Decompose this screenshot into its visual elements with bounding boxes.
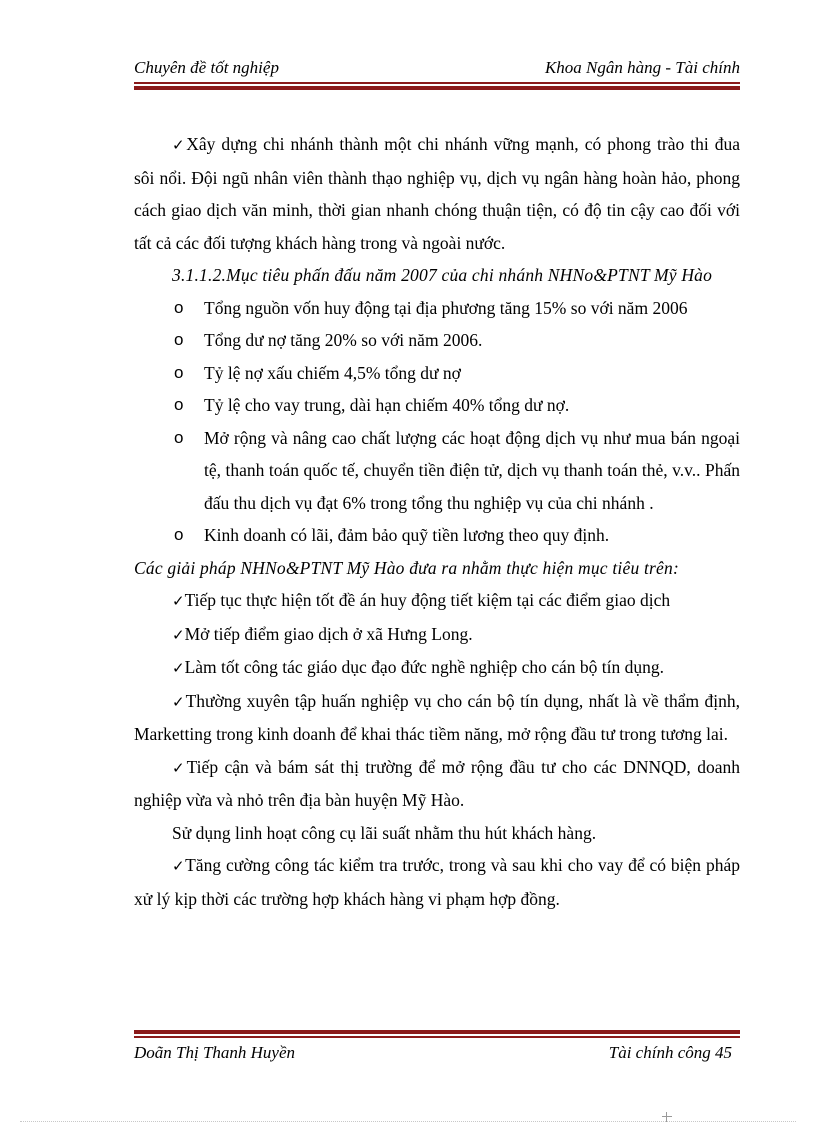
footer-rule-thick [134, 1030, 740, 1034]
targets-list [134, 292, 740, 552]
check-icon: ✓ [172, 592, 185, 610]
footer-rule-thin [134, 1036, 740, 1038]
solution-item: ✓Tăng cường công tác kiểm tra trước, trong và sau khi cho vay để có biện pháp xử lý kịp thời các trường hợp khách hàng vi phạm hợp đồng. [134, 855, 740, 909]
check-icon: ✓ [172, 136, 187, 154]
paragraph-vision: ✓Xây dựng chi nhánh thành một chi nhánh vững mạnh, có phong trào thi đua sôi nổi. Đội ngũ nhân viên thành thạo nghiệp vụ, dịch vụ ngân hàng hoàn hảo, phong cách giao dịch văn minh, thời gian nhanh chóng thuận tiện, có độ tin cậy cao đối với tất cả các đối tượng khách hàng trong và ngoài nước. [134, 134, 740, 253]
document-body [134, 128, 740, 915]
list-item: o Tỷ lệ nợ xấu chiếm 4,5% tổng dư nợ [134, 357, 740, 390]
solution-item: ✓Tiếp tục thực hiện tốt đề án huy động tiết kiệm tại các điểm giao dịch [172, 590, 671, 610]
circle-bullet-icon: o [174, 395, 184, 414]
solutions-heading: Các giải pháp NHNo&PTNT Mỹ Hào đưa ra nhằm thực hiện mục tiêu trên: [134, 557, 679, 578]
circle-bullet-icon: o [174, 525, 184, 544]
list-item: o Tổng nguồn vốn huy động tại địa phương tăng 15% so với năm 2006 [134, 292, 740, 325]
circle-bullet-icon: o [174, 330, 184, 349]
footer-course: Tài chính công 45 [608, 1043, 732, 1062]
footer-author: Doãn Thị Thanh Huyền [134, 1043, 296, 1062]
check-icon: ✓ [172, 692, 186, 711]
check-icon: ✓ [172, 758, 187, 777]
check-icon: ✓ [172, 625, 185, 644]
solution-item: ✓Thường xuyên tập huấn nghiệp vụ cho cán bộ tín dụng, nhất là về thẩm định, Marketting trong kinh doanh để khai thác tiềm năng, mở rộng đầu tư trong tương lai. [134, 690, 740, 744]
solution-item: ✓Mở tiếp điểm giao dịch ở xã Hưng Long. [172, 623, 473, 644]
header-rule-thin [134, 82, 740, 84]
circle-bullet-icon: o [174, 362, 184, 382]
list-item: o Mở rộng và nâng cao chất lượng các hoạt động dịch vụ như mua bán ngoại tệ, thanh toán quốc tế, chuyển tiền điện tử, dịch vụ thanh toán thẻ, v.v.. Phấn đấu thu dịch vụ đạt 6% trong tổng thu nghiệp vụ của chi nhánh . [134, 422, 740, 520]
solution-item: ✓Làm tốt công tác giáo dục đạo đức nghề nghiệp cho cán bộ tín dụng. [172, 657, 664, 677]
circle-bullet-icon: o [174, 297, 184, 317]
page-bottom-dotted-border [20, 1121, 796, 1122]
page-footer [134, 1041, 740, 1065]
solution-item: Sử dụng linh hoạt công cụ lãi suất nhằm thu hút khách hàng. [172, 822, 597, 843]
header-right-title: Khoa Ngân hàng - Tài chính [544, 58, 740, 77]
solution-item: ✓Tiếp cận và bám sát thị trường để mở rộng đầu tư cho các DNNQD, doanh nghiệp vừa và nhỏ trên địa bàn huyện Mỹ Hào. [134, 756, 740, 810]
header-left-title: Chuyên đề tốt nghiệp [134, 58, 279, 77]
section-heading: 3.1.1.2.Mục tiêu phấn đấu năm 2007 của chi nhánh NHNo&PTNT Mỹ Hào [172, 265, 713, 285]
page-header [134, 56, 740, 80]
header-rule-thick [134, 86, 740, 90]
crop-mark-icon [662, 1112, 672, 1122]
circle-bullet-icon: o [174, 427, 184, 447]
list-item: o Tỷ lệ cho vay trung, dài hạn chiếm 40% tổng dư nợ. [134, 389, 740, 422]
check-icon: ✓ [172, 857, 186, 875]
list-item: o Tổng dư nợ tăng 20% so với năm 2006. [134, 324, 740, 357]
list-item: o Kinh doanh có lãi, đảm bảo quỹ tiền lương theo quy định. [134, 519, 740, 552]
check-icon: ✓ [172, 659, 185, 677]
